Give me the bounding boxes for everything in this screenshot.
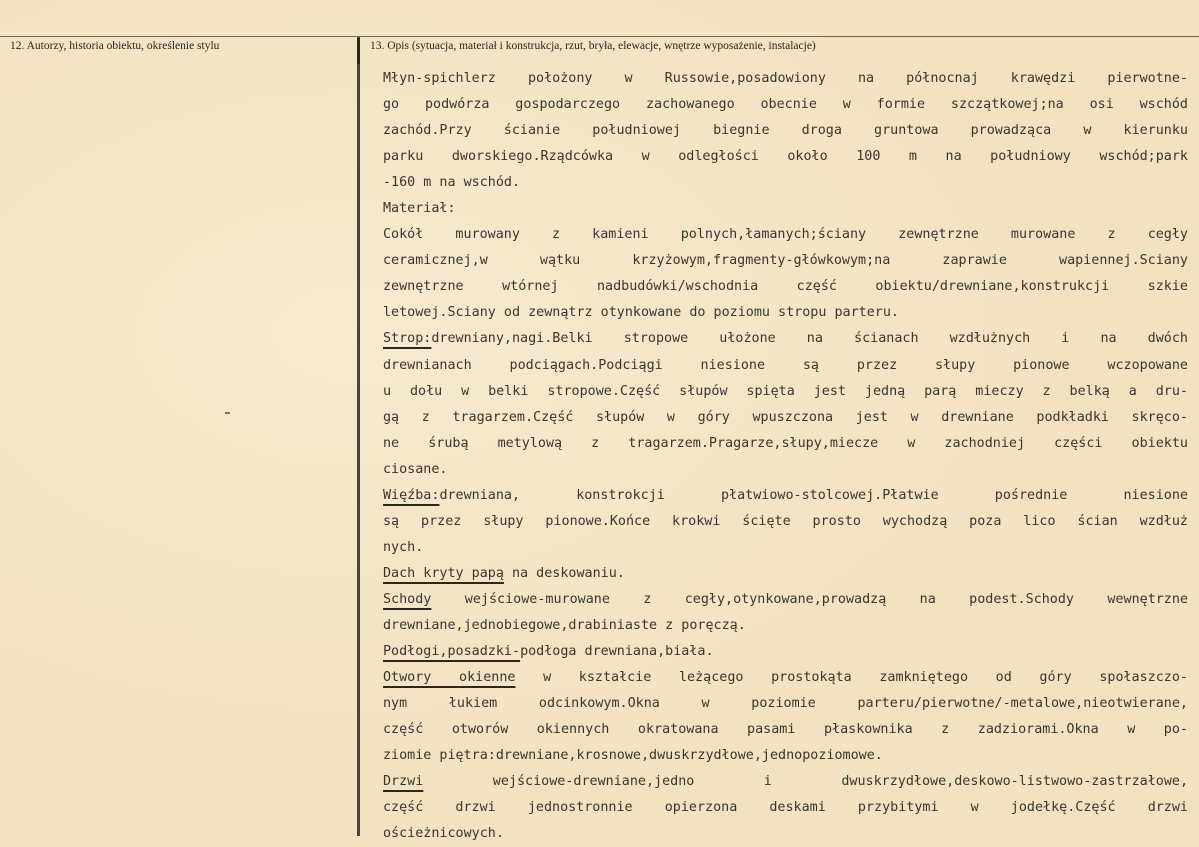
text-line: część otworów okiennych okratowana pasami płaskownika z zadziorami.Okna w po- [383,722,1188,738]
text-line: część drzwi jednostronnie opierzona deskami przybitymi w jodełkę.Część drzwi [383,800,1188,816]
text-line: Cokół murowany z kamieni polnych,łamanych;ściany zewnętrzne murowane z cegły [383,227,1188,243]
label-schody: Schody [383,591,432,607]
label-dach: Dach kryty papą [383,565,504,581]
pencil-mark [225,412,230,414]
text-segment: wejściowe-murowane z cegły,otynkowane,prowadzą na podest.Schody wewnętrzne [431,591,1188,607]
text-line: Młyn-spichlerz położony w Russowie,posadowiony na północnaj krawędzi pierwotne- [383,71,1188,86]
text-line-podlogi [383,639,1188,665]
field-13-header: 13. Opis (sytuacja, materiał i konstrukcja, rzut, bryła, elewacje, wnętrze wyposażenie, instalacje) [370,40,816,52]
text-segment: w kształcie leżącego prostokąta zamkniętego od góry społaszczo- [515,670,1188,686]
header-rule [0,36,1199,37]
text-segment: drewniana, konstrokcji płatwiowo-stolcowej.Płatwie pośrednie niesione [439,487,1188,503]
text-segment: wejściowe-drewniane,jedno i dwuskrzydłowe,deskowo-listwowo-zastrzałowe, [423,774,1188,790]
text-line: nym łukiem odcinkowym.Okna w poziomie parteru/pierwotne/-metalowe,nieotwierane, [383,696,1188,712]
text-line: go podwórza gospodarczego zachowanego obecnie w formie szczątkowej;na osi wschód [383,97,1188,113]
text-line: ceramicznej,w wątku krzyżowym,fragmenty-główkowym;na zaprawie wapiennej.Sciany [383,253,1188,269]
text-line: parku dworskiego.Rządcówka w odległości około 100 m na południowy wschód;park [383,149,1188,165]
text-line: gą z tragarzem.Część słupów w góry wpuszczona jest w drewniane podkładki skręco- [383,409,1188,425]
label-drzwi: Drzwi [383,774,424,790]
field-12-header: 12. Autorzy, historia obiektu, określenie stylu [10,40,220,52]
text-segment: drewniany,nagi.Belki stropowe ułożone na ścianach wzdłużnych i na dwóch [431,331,1188,347]
text-line: nych. [383,539,424,555]
column-divider [357,37,360,836]
text-line-drzwi [383,769,1188,795]
text-line-otwory [383,665,1188,691]
text-line-strop [383,326,1188,352]
text-line: zewnętrzne wtórnej nadbudówki/wschodnia część obiektu/drewniane,konstrukcji szkie [383,279,1188,295]
text-line: ziomie piętra:drewniane,krosnowe,dwuskrzydłowe,jednopoziomowe. [383,748,883,764]
text-segment: na deskowaniu. [503,565,625,581]
text-line: u dołu w belki stropowe.Część słupów spięta jest jedną parą mieczy z belką a dru- [383,383,1188,399]
text-line: drewnianach podciągach.Podciągi niesione są przez słupy pionowe wczopowane [383,357,1188,373]
text-line: ościeżnicowych. [383,826,504,842]
text-line: ne śrubą metylową z tragarzem.Pragarze,słupy,miecze w zachodniej części obiektu [383,435,1188,451]
label-wiezba: Więźba: [383,487,440,503]
text-line: drewniane,jednobiegowe,drabiniaste z poręczą. [383,617,746,633]
text-line: zachód.Przy ścianie południowej biegnie droga gruntowa prowadząca w kierunku [383,123,1188,139]
description-text [383,66,1188,847]
text-line-dach [383,561,1188,587]
text-line-wiezba [383,483,1188,509]
section-heading-material: Materiał: [383,201,456,217]
label-otwory: Otwory okienne [383,670,516,686]
text-segment: podłoga drewniana,biała. [520,644,714,660]
column-divider-header [357,38,360,64]
label-strop: Strop: [383,331,432,347]
label-podlogi: Podłogi,posadzki- [383,644,521,660]
text-line: są przez słupy pionowe.Końce krokwi ścięte prosto wychodzą poza lico ścian wzdłuż [383,513,1188,529]
text-line: ciosane. [383,461,448,477]
text-line-schody [383,587,1188,613]
text-line: letowej.Sciany od zewnątrz otynkowane do poziomu stropu parteru. [383,305,899,321]
text-line: -160 m na wschód. [383,175,521,191]
